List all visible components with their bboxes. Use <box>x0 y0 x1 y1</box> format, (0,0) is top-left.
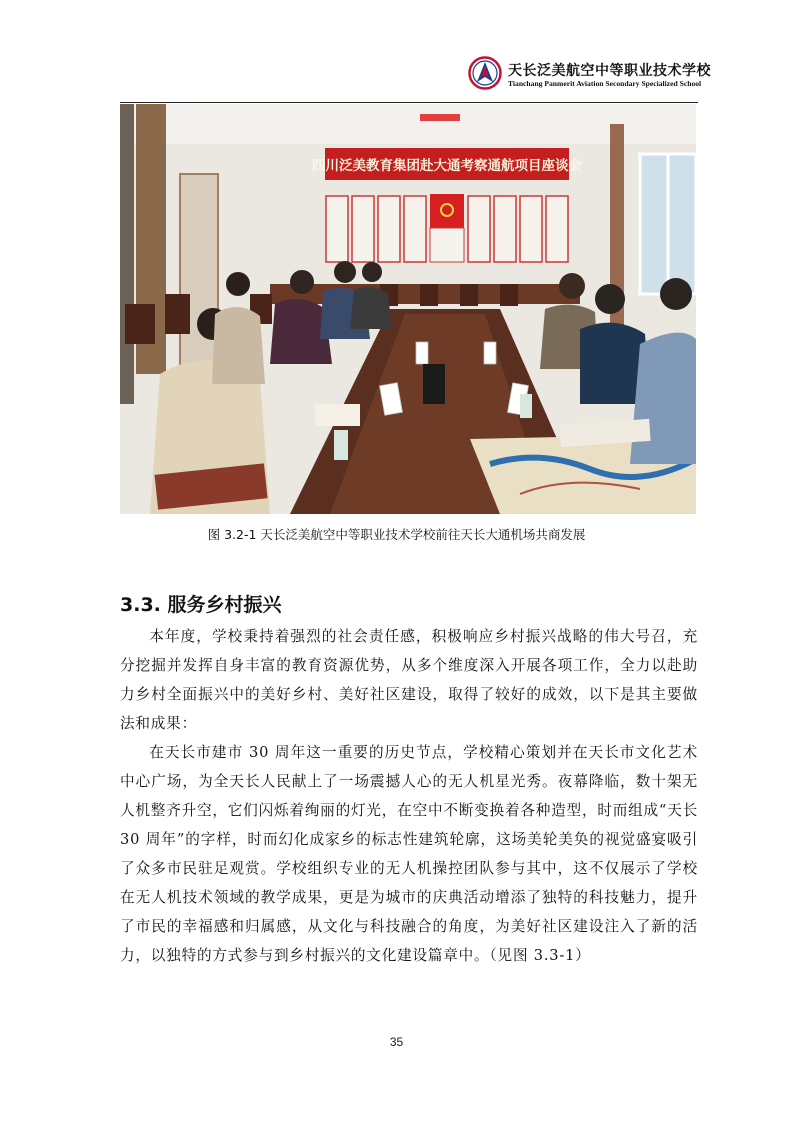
meeting-photo-illustration <box>120 104 696 514</box>
banner-text: 四川泛美教育集团赴大通考察通航项目座谈会 <box>312 158 582 174</box>
section-body <box>120 622 698 970</box>
page-number: 35 <box>389 1035 404 1049</box>
school-name-cn: 天长泛美航空中等职业技术学校 <box>508 63 711 79</box>
paragraph: 本年度，学校秉持着强烈的社会责任感，积极响应乡村振兴战略的伟大号召，充分挖掘并发挥自身丰富的教育资源优势，从多个维度深入开展各项工作，全力以赴助力乡村全面振兴中的美好乡村、美好社区建设，取得了较好的成效，以下是其主要做法和成果： <box>120 628 698 732</box>
figure-caption: 图 3.2-1 天长泛美航空中等职业技术学校前往天长大通机场共商发展 <box>207 527 586 542</box>
paragraph: 在天长市建市 30 周年这一重要的历史节点，学校精心策划并在天长市文化艺术中心广场，为全天长人民献上了一场震撼人心的无人机星光秀。夜幕降临，数十架无人机整齐升空，它们闪烁着绚丽的灯光，在空中不断变换着各种造型，时而组成“天长 30 周年”的字样，时而幻化成家乡的标志性建筑轮廓，这场美轮美奂的视觉盛宴吸引了众多市民驻足观赏。学校组织专业的无人机操控团队参与其中，这不仅展示了学校在无人机技术领域的教学成果，更是为城市的庆典活动增添了独特的科技魅力，提升了市民的幸福感和归属感，从文化与科技融合的角度，为美好社区建设注入了新的活力，以独特的方式参与到乡村振兴的文化建设篇章中。（见图 3.3-1） <box>120 744 698 964</box>
school-logo-icon <box>468 56 502 90</box>
page-header <box>120 52 711 103</box>
school-name-en: Tianchang Panmerit Aviation Secondary Specialized School <box>508 79 702 88</box>
section-title: 3.3. 服务乡村振兴 <box>120 594 282 616</box>
meeting-photo <box>120 104 696 514</box>
